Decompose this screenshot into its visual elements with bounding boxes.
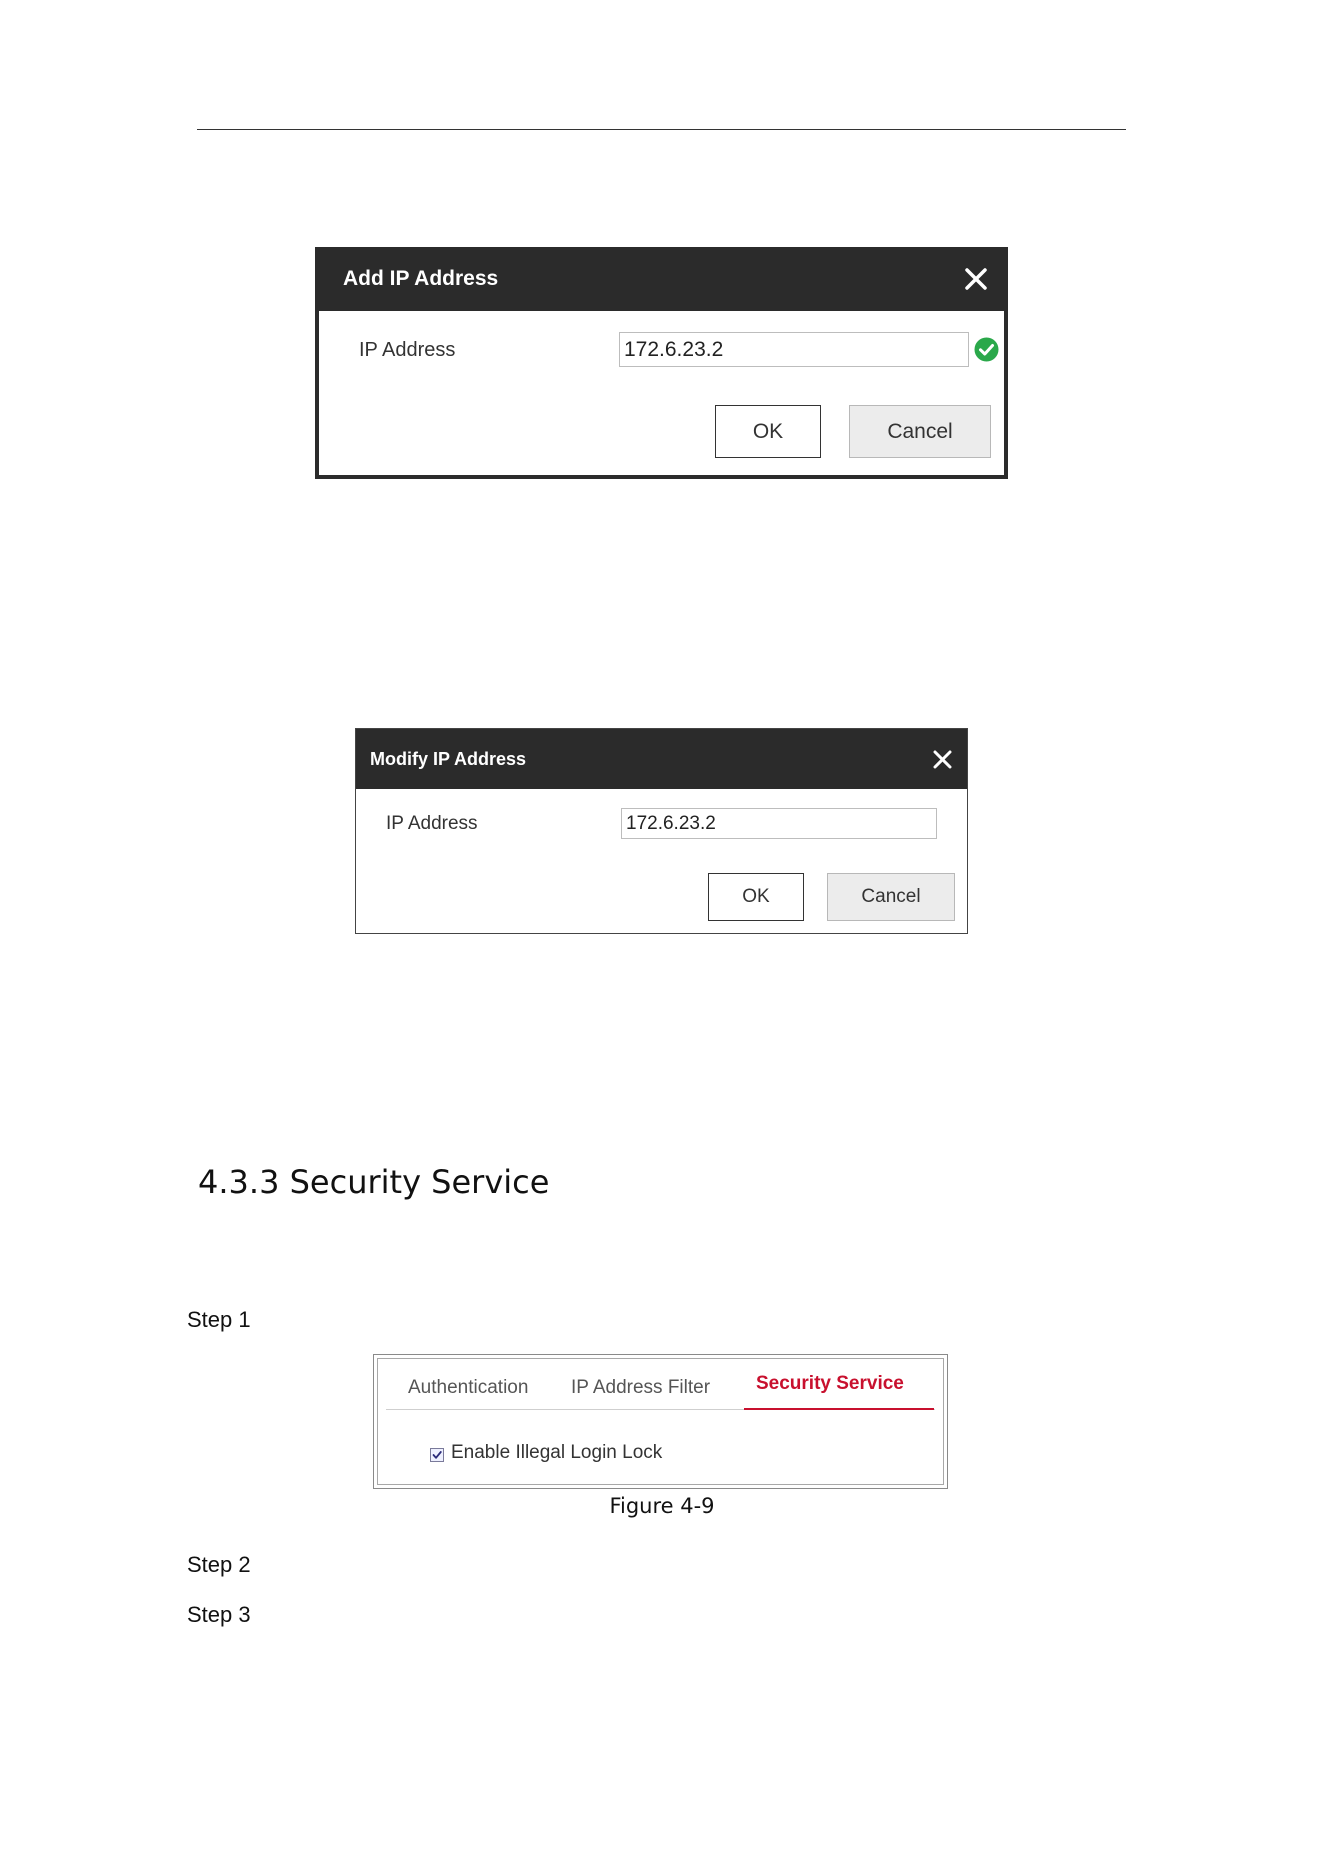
cancel-button[interactable]: Cancel	[849, 405, 991, 458]
step-3-label: Step 3	[187, 1602, 251, 1627]
panel-frame	[377, 1358, 944, 1485]
checkbox-checked-icon[interactable]	[430, 1448, 444, 1462]
step-1-label: Step 1	[187, 1307, 251, 1332]
security-service-panel	[373, 1354, 948, 1489]
ip-address-input[interactable]	[619, 332, 969, 367]
active-tab-indicator	[744, 1408, 934, 1410]
ok-button[interactable]: OK	[715, 405, 821, 458]
ok-button[interactable]: OK	[708, 873, 804, 921]
close-icon[interactable]	[964, 267, 988, 291]
header-rule	[197, 129, 1126, 130]
ip-address-label: IP Address	[359, 339, 456, 361]
close-icon[interactable]	[932, 749, 953, 770]
cancel-button[interactable]: Cancel	[827, 873, 955, 921]
figure-caption: Figure 4-9	[609, 1494, 715, 1518]
tab-authentication[interactable]: Authentication	[408, 1377, 529, 1398]
ip-address-input[interactable]	[621, 808, 937, 839]
modify-ip-address-dialog	[355, 728, 968, 934]
dialog-title: Add IP Address	[343, 267, 499, 290]
tab-security-service[interactable]: Security Service	[756, 1373, 904, 1394]
ip-address-label: IP Address	[386, 813, 478, 834]
dialog-titlebar	[319, 247, 1004, 311]
tab-ip-address-filter[interactable]: IP Address Filter	[571, 1377, 711, 1398]
add-ip-address-dialog	[315, 247, 1008, 479]
step-2-label: Step 2	[187, 1552, 251, 1577]
dialog-titlebar	[356, 729, 967, 789]
check-circle-icon	[974, 337, 999, 367]
dialog-title: Modify IP Address	[370, 749, 527, 769]
enable-illegal-login-lock-label: Enable Illegal Login Lock	[451, 1442, 663, 1463]
section-heading: 4.3.3 Security Service	[198, 1163, 550, 1201]
tab-bar	[386, 1359, 935, 1410]
